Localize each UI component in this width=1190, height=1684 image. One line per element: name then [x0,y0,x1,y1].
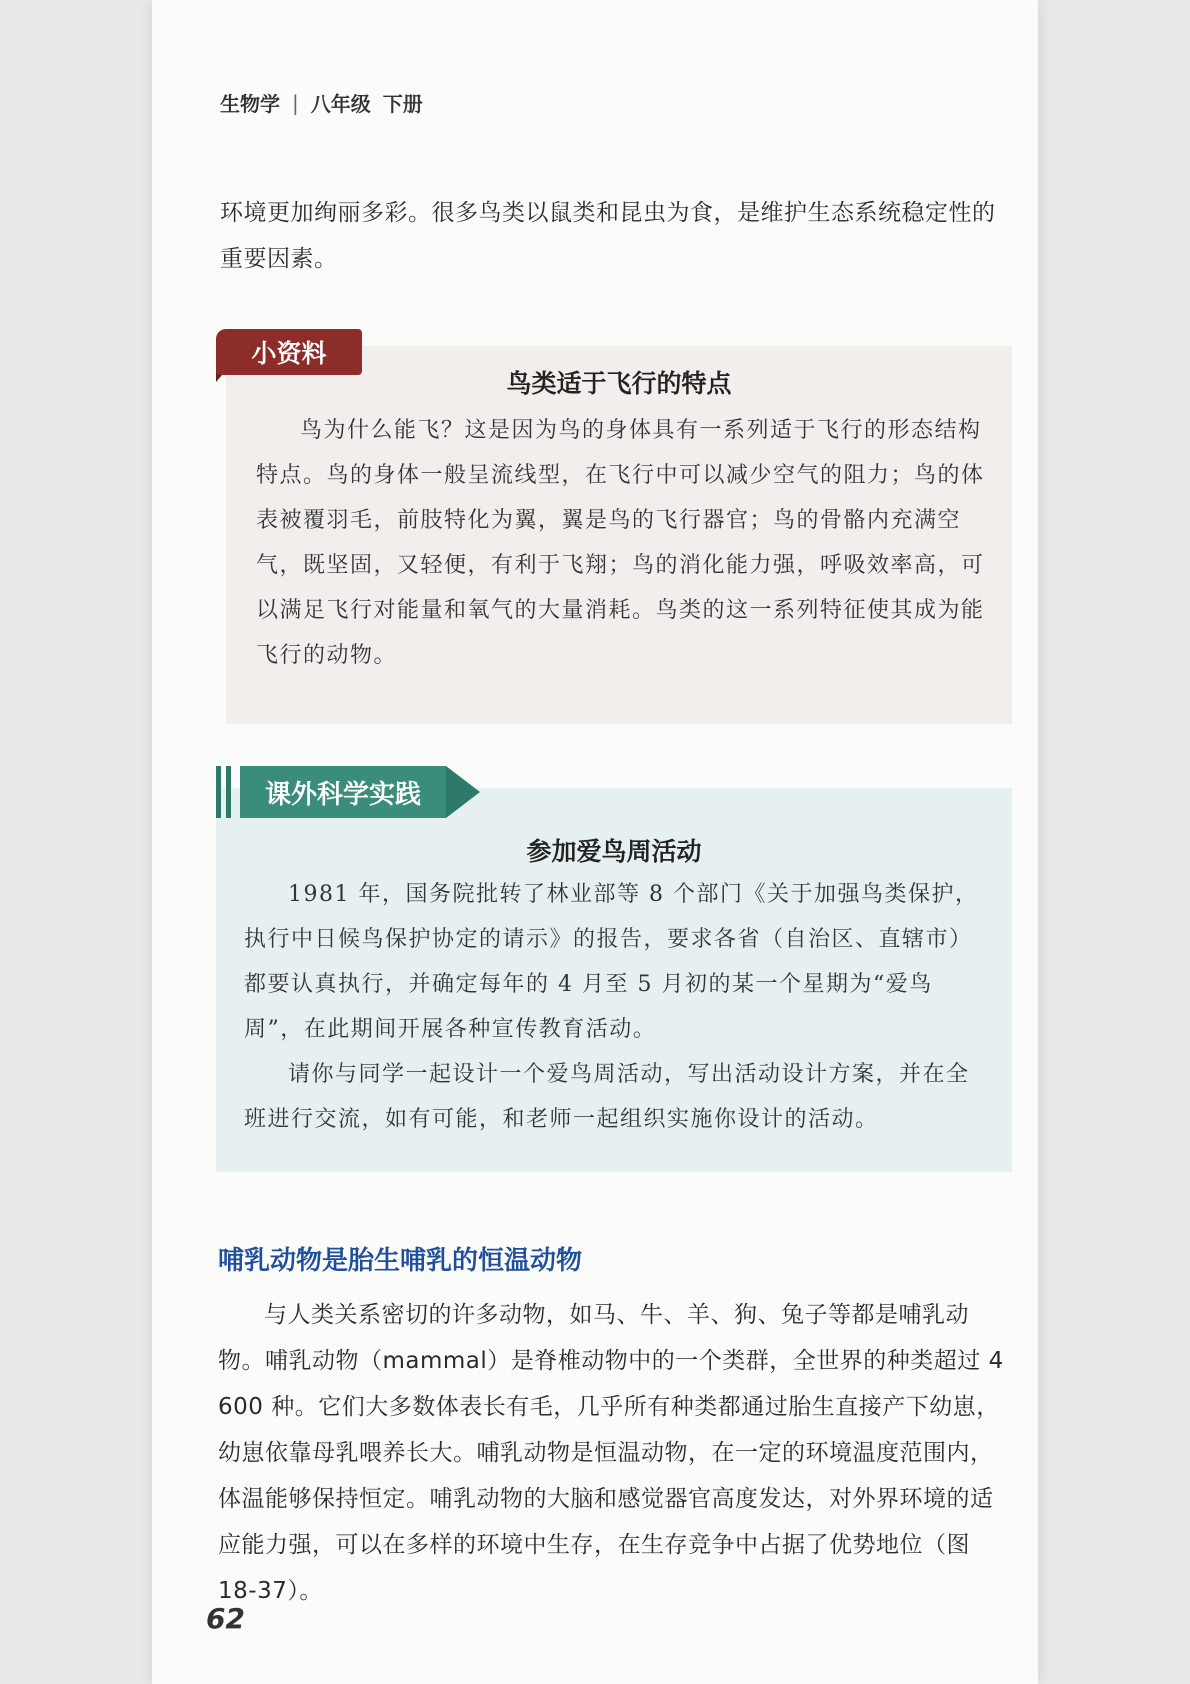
practice-tab-label: 课外科学实践 [240,766,446,818]
info-box-practice-paragraph-2: 请你与同学一起设计一个爱鸟周活动，写出活动设计方案，并在全班进行交流，如有可能，和老师一起组织实施你设计的活动。 [244,1062,970,1132]
info-box-reference-paragraph: 鸟为什么能飞？这是因为鸟的身体具有一系列适于飞行的形态结构特点。鸟的身体一般呈流线型，在飞行中可以减少空气的阻力；鸟的体表被覆羽毛，前肢特化为翼，翼是鸟的飞行器官；鸟的骨骼内充满空气，既坚固，又轻便，有利于飞翔；鸟的消化能力强，呼吸效率高，可以满足飞行对能量和氧气的大量消耗。鸟类的这一系列特征使其成为能飞行的动物。 [256,418,985,668]
header-separator: | [292,90,299,115]
practice-tab-arrow [446,766,480,818]
section-paragraph: 与人类关系密切的许多动物，如马、牛、羊、狗、兔子等都是哺乳动物。哺乳动物（mammal）是脊椎动物中的一个类群，全世界的种类超过 4 600 种。它们大多数体表长有毛，几乎所有种类都通过胎生直接产下幼崽，幼崽依靠母乳喂养长大。哺乳动物是恒温动物，在一定的环境温度范围内，体温能够保持恒定。哺乳动物的大脑和感觉器官高度发达，对外界环境的适应能力强，可以在多样的环境中生存，在生存竞争中占据了优势地位（图 18-37）。 [218,1302,1004,1604]
info-box-practice-body [244,872,988,1142]
info-box-reference [226,346,1012,724]
info-box-reference-body [256,408,994,678]
section-heading: 哺乳动物是胎生哺乳的恒温动物 [218,1246,583,1276]
info-box-practice [216,788,1012,1172]
intro-paragraph: 环境更加绚丽多彩。很多鸟类以鼠类和昆虫为食，是维护生态系统稳定性的重要因素。 [220,200,996,272]
practice-tab-bars [216,766,231,818]
header-grade: 八年级 [310,92,371,116]
running-header [220,88,423,117]
page-number: 62 [206,1602,245,1635]
info-box-practice-paragraph-1: 1981 年，国务院批转了林业部等 8 个部门《关于加强鸟类保护，执行中日候鸟保护协定的请示》的报告，要求各省（自治区、直辖市）都要认真执行，并确定每年的 4 月至 5 月初的某一个星期为“爱鸟周”，在此期间开展各种宣传教育活动。 [244,882,979,1042]
info-box-practice-title: 参加爱鸟周活动 [526,837,702,866]
info-box-reference-title: 鸟类适于飞行的特点 [506,369,732,398]
section-body [218,1292,1014,1614]
header-subject: 生物学 [220,92,280,116]
header-volume: 下册 [382,92,423,116]
reference-tab-label: 小资料 [216,329,362,375]
